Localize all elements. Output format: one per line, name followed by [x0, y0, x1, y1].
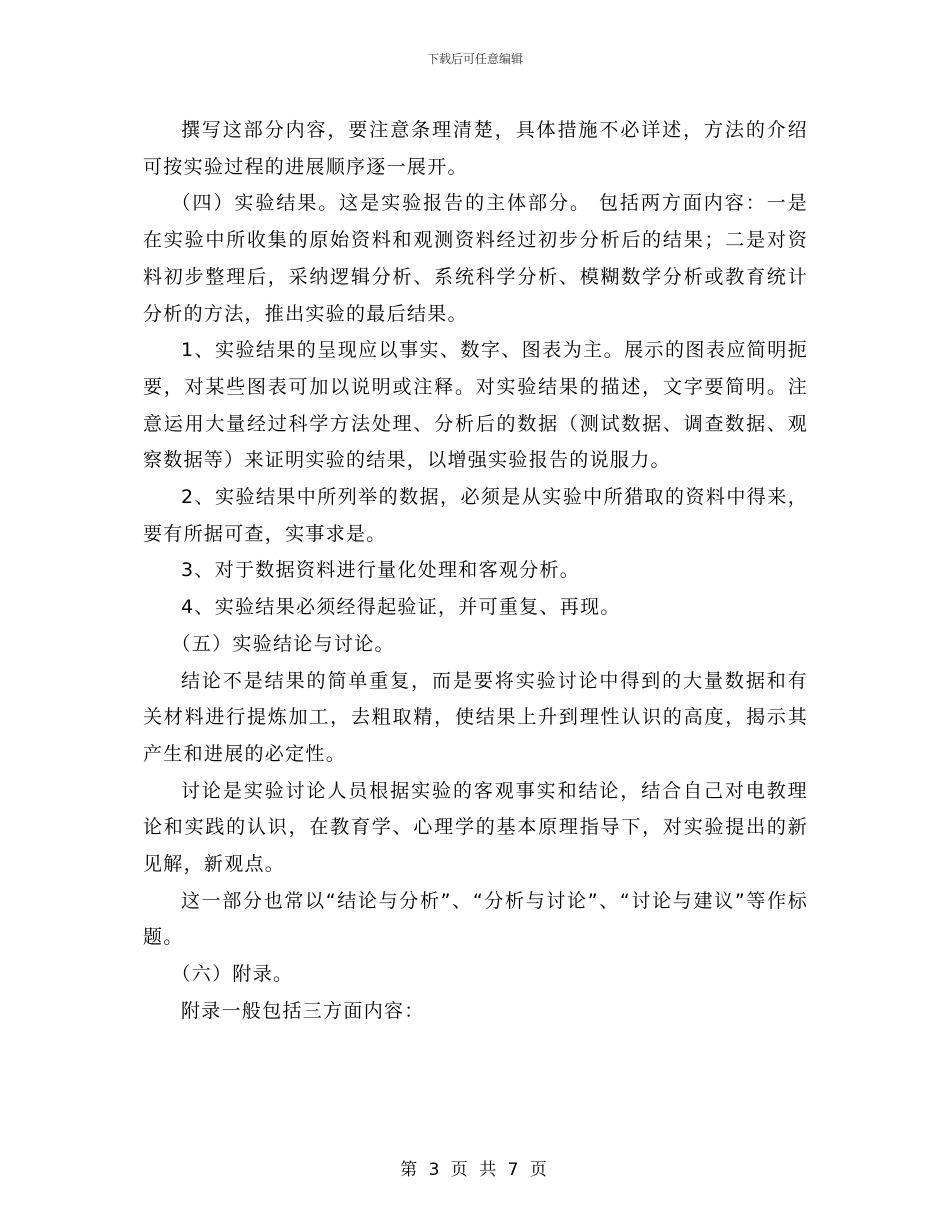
- paragraph-results-2: 2、实验结果中所列举的数据，必须是从实验中所猎取的资料中得来，要有所据可查，实事求是。: [143, 486, 808, 545]
- paragraph-title-conventions: 这一部分也常以“结论与分析”、“分析与讨论”、“讨论与建议”等作标题。: [143, 889, 808, 949]
- page-header-note: 下载后可任意编辑: [426, 52, 523, 66]
- paragraph-results-4: 4、实验结果必须经得起验证，并可重复、再现。: [181, 596, 621, 619]
- paragraph-method-writing: 撰写这部分内容，要注意条理清楚，具体措施不必详述，方法的介绍可按实验过程的进展顺序逐一展开。: [143, 119, 808, 178]
- paragraph-results-3: 3、对于数据资料进行量化处理和客观分析。: [181, 559, 581, 582]
- page-number-footer: 第 3 页 共 7 页: [400, 1160, 550, 1180]
- paragraph-discussion: 讨论是实验讨论人员根据实验的客观事实和结论，结合自己对电教理论和实践的认识，在教育学、心理学的基本原理指导下，对实验提出的新见解，新观点。: [143, 779, 808, 876]
- section-heading-results: （四）实验结果。这是实验报告的主体部分。 包括两方面内容：一是在实验中所收集的原始资料和观测资料经过初步分析后的结果；二是对资料初步整理后，采纳逻辑分析、系统科学分析、模糊数学分析或教育统计分析的方法，推出实验的最后结果。: [143, 192, 808, 325]
- document-body: [143, 112, 808, 1030]
- section-heading-conclusion: （五）实验结论与讨论。: [171, 632, 395, 655]
- paragraph-results-1: 1、实验结果的呈现应以事实、数字、图表为主。展示的图表应简明扼要，对某些图表可加以说明或注释。对实验结果的描述，文字要简明。注意运用大量经过科学方法处理、分析后的数据（测试数据、调查数据、观察数据等）来证明实验的结果，以增强实验报告的说服力。: [143, 339, 808, 472]
- paragraph-conclusion: 结论不是结果的简单重复，而是要将实验讨论中得到的大量数据和有关材料进行提炼加工，去粗取精，使结果上升到理性认识的高度，揭示其产生和进展的必定性。: [143, 669, 808, 765]
- paragraph-appendix-intro: 附录一般包括三方面内容：: [181, 999, 425, 1022]
- section-heading-appendix: （六）附录。: [171, 963, 294, 986]
